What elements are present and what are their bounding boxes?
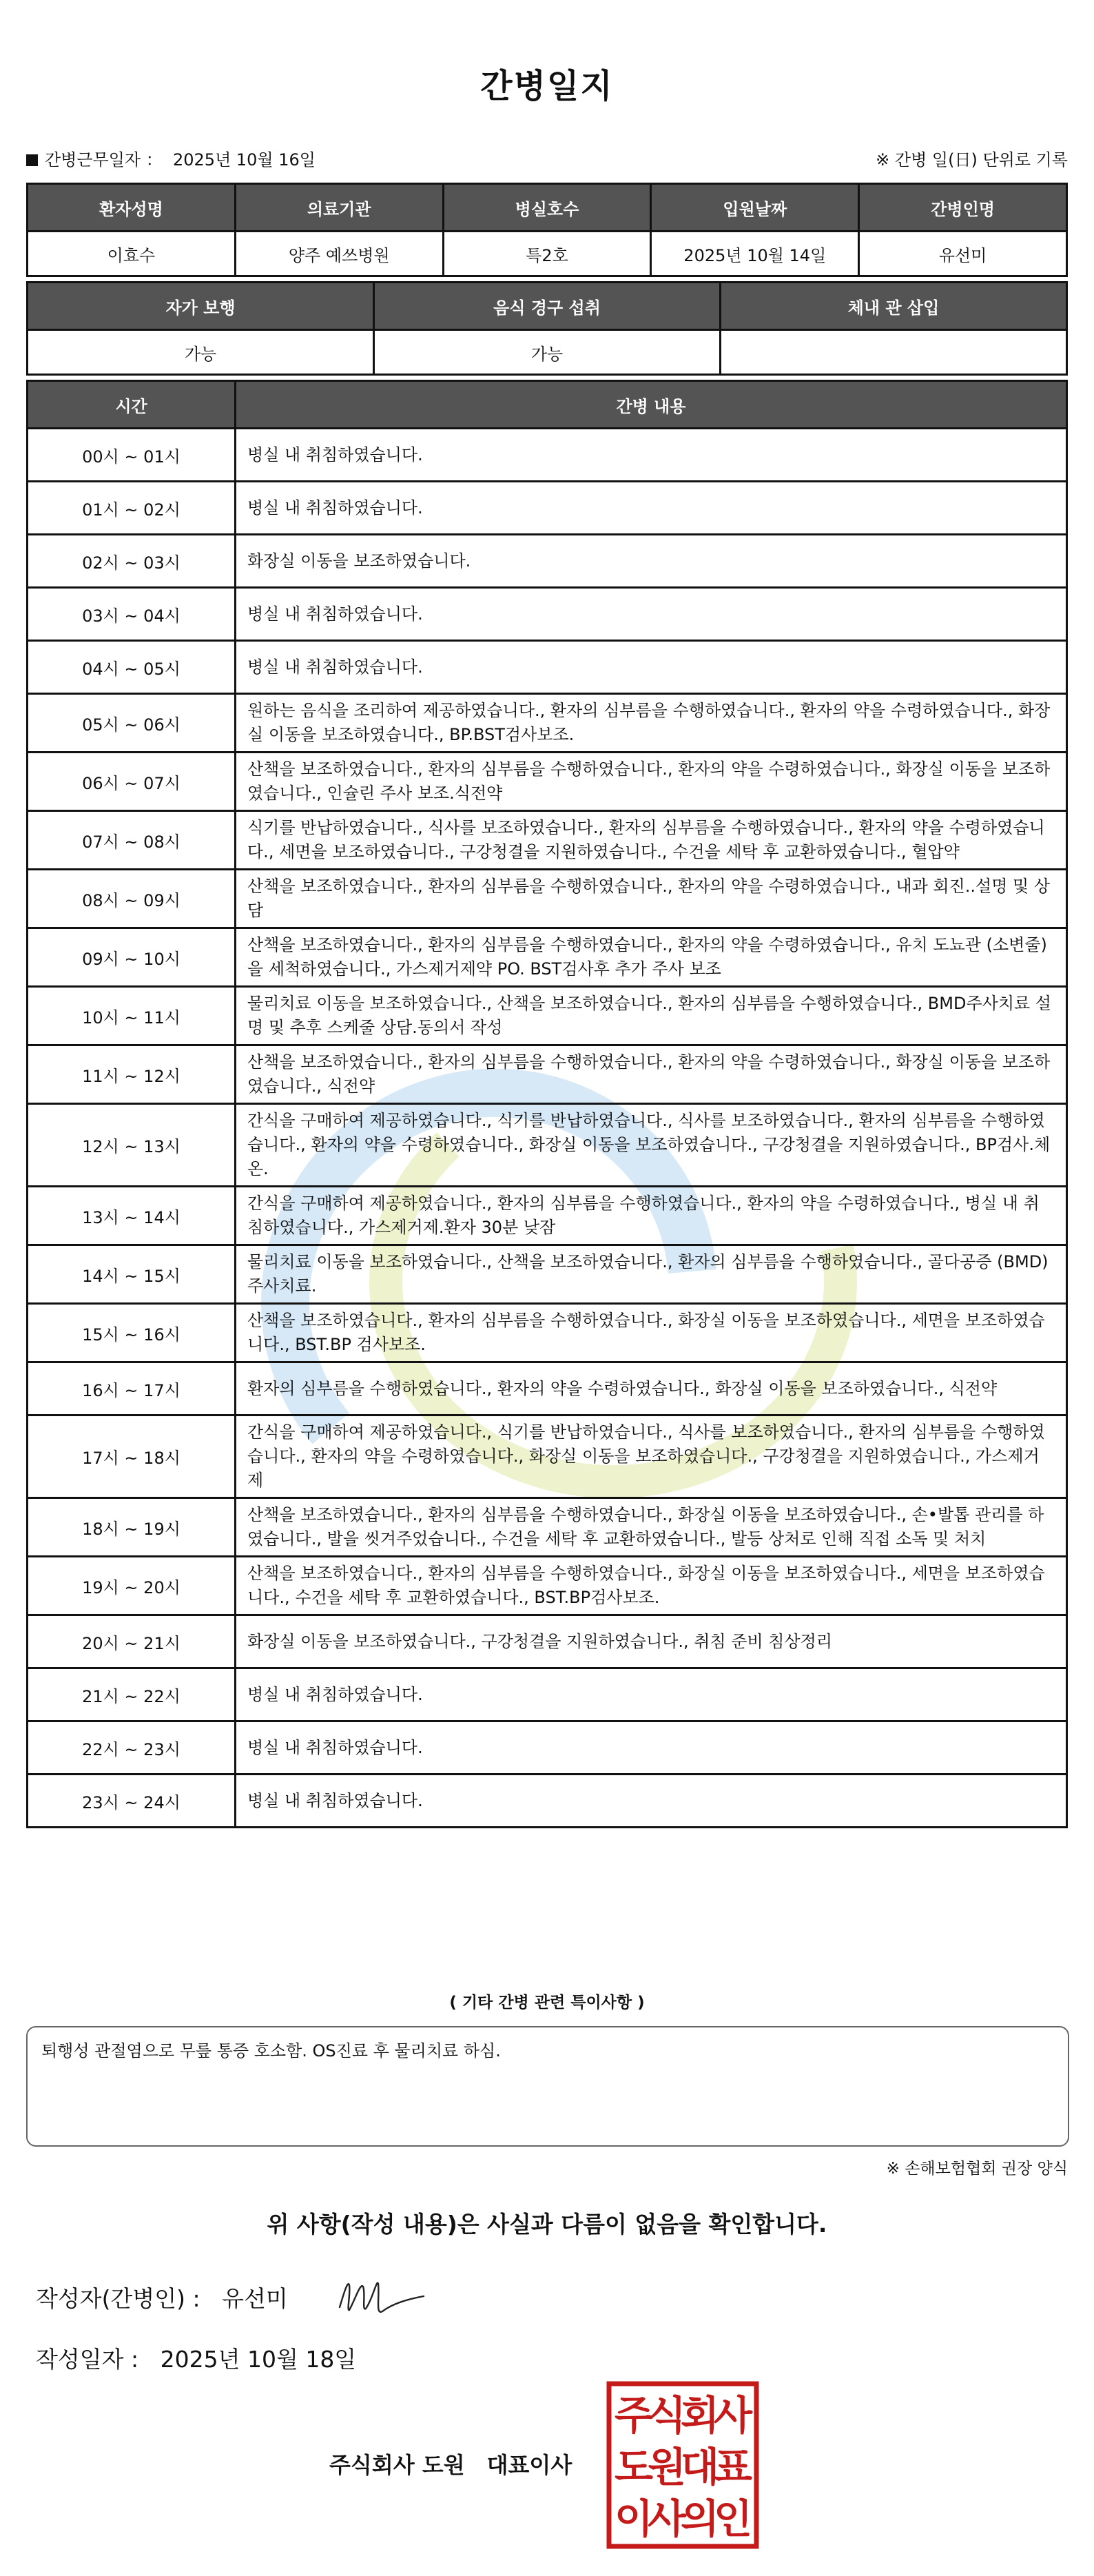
log-row — [28, 482, 1067, 535]
log-content: 산책을 보조하였습니다., 환자의 심부름을 수행하였습니다., 화장실 이동을 보조하였습니다., 세면을 보조하였습니다., BST.BP 검사보조. — [236, 1304, 1067, 1362]
log-content: 병실 내 취침하였습니다. — [236, 1721, 1067, 1775]
svg-text:사: 사 — [713, 2392, 753, 2439]
svg-text:원: 원 — [647, 2444, 687, 2491]
svg-text:대: 대 — [680, 2444, 720, 2491]
log-time: 17시 ~ 18시 — [28, 1415, 236, 1498]
admission-date: 2025년 10월 14일 — [651, 232, 859, 276]
log-row — [28, 1498, 1067, 1557]
log-time: 11시 ~ 12시 — [28, 1045, 236, 1104]
log-row — [28, 1557, 1067, 1615]
log-row — [28, 870, 1067, 928]
log-row — [28, 1362, 1067, 1415]
written-date-row — [36, 2342, 356, 2374]
written-date-value: 2025년 10월 18일 — [160, 2346, 357, 2373]
log-time: 05시 ~ 06시 — [28, 694, 236, 753]
oral-intake-status: 가능 — [374, 330, 721, 375]
log-row — [28, 588, 1067, 641]
notes-title: ( 기타 간병 관련 특이사항 ) — [449, 1994, 645, 2012]
log-row — [28, 1304, 1067, 1362]
log-time: 00시 ~ 01시 — [28, 429, 236, 482]
writer-label: 작성자(간병인) : — [36, 2285, 200, 2312]
log-row — [28, 1415, 1067, 1498]
log-content: 물리치료 이동을 보조하였습니다., 산책을 보조하였습니다., 환자의 심부름을 수행하였습니다., 골다공증 (BMD)주사치료. — [236, 1245, 1067, 1304]
log-header-time: 시간 — [28, 381, 236, 429]
svg-text:표: 표 — [713, 2444, 753, 2491]
walking-status: 가능 — [28, 330, 374, 375]
log-content: 병실 내 취침하였습니다. — [236, 482, 1067, 535]
log-row — [28, 753, 1067, 811]
log-content: 간식을 구매하여 제공하였습니다., 식기를 반납하였습니다., 식사를 보조하였습니다., 환자의 심부름을 수행하였습니다., 환자의 약을 수령하였습니다., 화장실 이동을 보조하였습니다., 구강청결을 지원하였습니다., 가스제거제 — [236, 1415, 1067, 1498]
log-time: 07시 ~ 08시 — [28, 811, 236, 870]
room-number: 특2호 — [443, 232, 651, 276]
log-time: 04시 ~ 05시 — [28, 641, 236, 694]
log-row — [28, 1615, 1067, 1668]
tube-status — [721, 330, 1067, 375]
log-time: 15시 ~ 16시 — [28, 1304, 236, 1362]
company-seal — [606, 2381, 759, 2549]
log-row — [28, 1045, 1067, 1104]
confirm-statement: 위 사항(작성 내용)은 사실과 다름이 없음을 확인합니다. — [267, 2211, 827, 2238]
work-date-label: 간병근무일자 ： — [45, 150, 163, 170]
patient-header: 의료기관 — [235, 184, 443, 232]
log-time: 21시 ~ 22시 — [28, 1668, 236, 1721]
patient-header: 간병인명 — [859, 184, 1067, 232]
log-time: 06시 ~ 07시 — [28, 753, 236, 811]
log-time: 23시 ~ 24시 — [28, 1775, 236, 1828]
log-content: 산책을 보조하였습니다., 환자의 심부름을 수행하였습니다., 환자의 약을 수령하였습니다., 내과 회진..설명 및 상담 — [236, 870, 1067, 928]
svg-text:식: 식 — [647, 2392, 687, 2439]
svg-text:인: 인 — [713, 2495, 753, 2542]
daily-note: ※ 간병 일(日) 단위로 기록 — [876, 150, 1068, 170]
log-content: 환자의 심부름을 수행하였습니다., 환자의 약을 수령하였습니다., 화장실 이동을 보조하였습니다., 식전약 — [236, 1362, 1067, 1415]
log-content: 원하는 음식을 조리하여 제공하였습니다., 환자의 심부름을 수행하였습니다., 환자의 약을 수령하였습니다., 화장실 이동을 보조하였습니다., BP.BST검사보조. — [236, 694, 1067, 753]
log-content: 식기를 반납하였습니다., 식사를 보조하였습니다., 환자의 심부름을 수행하였습니다., 환자의 약을 수령하였습니다., 세면을 보조하였습니다., 구강청결을 지원하였습니다., 수건을 세탁 후 교환하였습니다., 혈압약 — [236, 811, 1067, 870]
patient-header: 입원날짜 — [651, 184, 859, 232]
caregiver-name: 유선미 — [859, 232, 1067, 276]
log-time: 19시 ~ 20시 — [28, 1557, 236, 1615]
log-time: 20시 ~ 21시 — [28, 1615, 236, 1668]
log-time: 08시 ~ 09시 — [28, 870, 236, 928]
recommend-note: ※ 손해보험협회 권장 양식 — [886, 2160, 1068, 2178]
care-log-table — [26, 380, 1068, 1828]
log-content: 산책을 보조하였습니다., 환자의 심부름을 수행하였습니다., 화장실 이동을 보조하였습니다., 손•발톱 관리를 하였습니다., 발을 씻겨주었습니다., 수건을 세탁 후 교환하였습니다., 발등 상처로 인해 직접 소독 및 처치 — [236, 1498, 1067, 1557]
log-time: 02시 ~ 03시 — [28, 535, 236, 588]
work-date — [26, 146, 316, 170]
log-row — [28, 1721, 1067, 1775]
log-row — [28, 811, 1067, 870]
log-row — [28, 1187, 1067, 1245]
log-time: 16시 ~ 17시 — [28, 1362, 236, 1415]
status-header: 음식 경구 섭취 — [374, 283, 721, 330]
status-header: 체내 관 삽입 — [721, 283, 1067, 330]
patient-table — [26, 183, 1068, 277]
log-header-content: 간병 내용 — [236, 381, 1067, 429]
log-content: 병실 내 취침하였습니다. — [236, 1775, 1067, 1828]
log-time: 12시 ~ 13시 — [28, 1104, 236, 1187]
log-content: 병실 내 취침하였습니다. — [236, 641, 1067, 694]
status-table — [26, 281, 1068, 376]
log-row — [28, 987, 1067, 1045]
log-content: 산책을 보조하였습니다., 환자의 심부름을 수행하였습니다., 환자의 약을 수령하였습니다., 유치 도뇨관 (소변줄)을 세척하였습니다., 가스제거제약 PO. BST검사후 추가 주사 보조 — [236, 928, 1067, 987]
writer-name: 유선미 — [222, 2285, 288, 2312]
status-header: 자가 보행 — [28, 283, 374, 330]
log-time: 18시 ~ 19시 — [28, 1498, 236, 1557]
page-title: 간병일지 — [480, 67, 614, 105]
log-row — [28, 1668, 1067, 1721]
written-date-label: 작성일자 : — [36, 2346, 139, 2373]
company-name: 주식회사 도원 대표이사 — [329, 2452, 572, 2478]
log-content: 산책을 보조하였습니다., 환자의 심부름을 수행하였습니다., 환자의 약을 수령하였습니다., 화장실 이동을 보조하였습니다., 인슐린 주사 보조.식전약 — [236, 753, 1067, 811]
log-content: 화장실 이동을 보조하였습니다., 구강청결을 지원하였습니다., 취침 준비 침상정리 — [236, 1615, 1067, 1668]
hospital: 양주 예쓰병원 — [235, 232, 443, 276]
log-content: 병실 내 취침하였습니다. — [236, 588, 1067, 641]
log-content: 간식을 구매하여 제공하였습니다., 환자의 심부름을 수행하였습니다., 환자의 약을 수령하였습니다., 병실 내 취침하였습니다., 가스제거제.환자 30분 낮잠 — [236, 1187, 1067, 1245]
log-row — [28, 928, 1067, 987]
svg-text:주: 주 — [614, 2392, 654, 2439]
log-content: 화장실 이동을 보조하였습니다. — [236, 535, 1067, 588]
log-time: 14시 ~ 15시 — [28, 1245, 236, 1304]
log-row — [28, 1775, 1067, 1828]
log-time: 10시 ~ 11시 — [28, 987, 236, 1045]
log-content: 산책을 보조하였습니다., 환자의 심부름을 수행하였습니다., 환자의 약을 수령하였습니다., 화장실 이동을 보조하였습니다., 식전약 — [236, 1045, 1067, 1104]
square-bullet-icon — [26, 154, 38, 166]
log-row — [28, 641, 1067, 694]
work-date-value: 2025년 10월 16일 — [173, 150, 316, 170]
log-row — [28, 429, 1067, 482]
patient-header: 환자성명 — [28, 184, 236, 232]
patient-header: 병실호수 — [443, 184, 651, 232]
svg-text:이: 이 — [614, 2495, 654, 2542]
log-content: 병실 내 취침하였습니다. — [236, 1668, 1067, 1721]
writer-row — [36, 2281, 288, 2313]
svg-text:도: 도 — [614, 2444, 654, 2491]
log-time: 09시 ~ 10시 — [28, 928, 236, 987]
handwritten-signature — [334, 2273, 427, 2322]
log-content: 물리치료 이동을 보조하였습니다., 산책을 보조하였습니다., 환자의 심부름을 수행하였습니다., BMD주사치료 설명 및 추후 스케줄 상담.동의서 작성 — [236, 987, 1067, 1045]
log-time: 01시 ~ 02시 — [28, 482, 236, 535]
notes-box: 퇴행성 관절염으로 무릎 통증 호소함. OS진료 후 물리치료 하심. — [26, 2026, 1069, 2147]
log-time: 13시 ~ 14시 — [28, 1187, 236, 1245]
log-content: 산책을 보조하였습니다., 환자의 심부름을 수행하였습니다., 화장실 이동을 보조하였습니다., 세면을 보조하였습니다., 수건을 세탁 후 교환하였습니다., BST.BP검사보조. — [236, 1557, 1067, 1615]
svg-text:회: 회 — [680, 2392, 720, 2439]
log-content: 간식을 구매하여 제공하였습니다., 식기를 반납하였습니다., 식사를 보조하였습니다., 환자의 심부름을 수행하였습니다., 환자의 약을 수령하였습니다., 화장실 이동을 보조하였습니다., 구강청결을 지원하였습니다., BP검사.체온. — [236, 1104, 1067, 1187]
log-content: 병실 내 취침하였습니다. — [236, 429, 1067, 482]
log-row — [28, 1245, 1067, 1304]
svg-text:의: 의 — [680, 2495, 720, 2542]
log-row — [28, 535, 1067, 588]
log-row — [28, 694, 1067, 753]
log-time: 22시 ~ 23시 — [28, 1721, 236, 1775]
log-time: 03시 ~ 04시 — [28, 588, 236, 641]
svg-text:사: 사 — [647, 2495, 687, 2542]
log-row — [28, 1104, 1067, 1187]
patient-name: 이효수 — [28, 232, 236, 276]
